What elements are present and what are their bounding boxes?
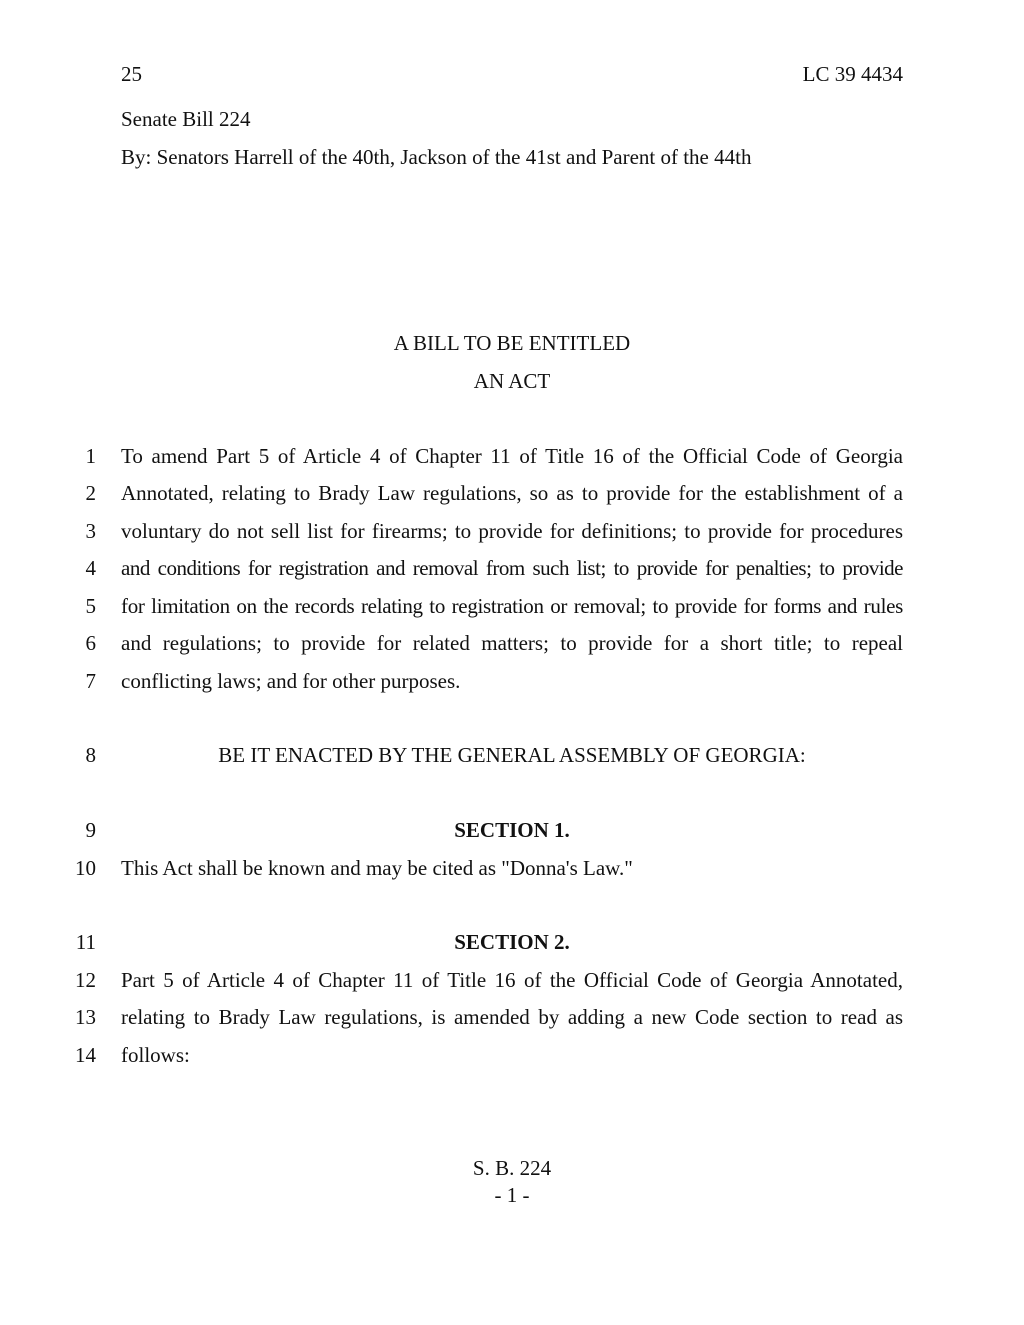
enacting-clause: BE IT ENACTED BY THE GENERAL ASSEMBLY OF GEORGIA: <box>218 743 806 767</box>
line-text: To amend Part 5 of Article 4 of Chapter 11 of Title 16 of the Official Code of Georgia <box>121 444 903 468</box>
line-text: and conditions for registration and removal from such list; to provide for penalties; to provide <box>121 556 903 580</box>
line-number: 4 <box>85 556 96 580</box>
line-number: 1 <box>85 444 96 468</box>
lc-number: LC 39 4434 <box>802 62 903 86</box>
bill-title-heading: A BILL TO BE ENTITLED <box>393 331 631 355</box>
line-text: for limitation on the records relating to registration or removal; to provide for forms and rules <box>121 594 903 618</box>
line-text: follows: <box>121 1043 190 1067</box>
section-heading: SECTION 2. <box>454 930 570 954</box>
line-number: 9 <box>85 818 96 842</box>
section-heading: SECTION 1. <box>454 818 570 842</box>
line-number: 5 <box>85 594 96 618</box>
line-number: 10 <box>75 856 96 880</box>
sponsors-line: By: Senators Harrell of the 40th, Jackson of the 41st and Parent of the 44th <box>121 145 752 169</box>
line-text: conflicting laws; and for other purposes. <box>121 669 461 693</box>
line-text: and regulations; to provide for related matters; to provide for a short title; to repeal <box>121 631 903 655</box>
line-number: 7 <box>85 669 96 693</box>
line-number: 12 <box>75 968 96 992</box>
line-text: voluntary do not sell list for firearms; to provide for definitions; to provide for procedures <box>121 519 903 543</box>
footer-bill-reference: S. B. 224 <box>472 1156 552 1180</box>
line-number: 8 <box>85 743 96 767</box>
bill-number: Senate Bill 224 <box>121 107 251 131</box>
line-number: 3 <box>85 519 96 543</box>
line-text: relating to Brady Law regulations, is amended by adding a new Code section to read as <box>121 1005 903 1029</box>
line-number: 14 <box>75 1043 96 1067</box>
footer-page-number: - 1 - <box>494 1183 530 1207</box>
line-text: Annotated, relating to Brady Law regulations, so as to provide for the establishment of a <box>121 481 903 505</box>
line-number: 11 <box>75 930 96 954</box>
page-number-top: 25 <box>121 62 142 86</box>
line-text: Part 5 of Article 4 of Chapter 11 of Title 16 of the Official Code of Georgia Annotated, <box>121 968 903 992</box>
line-number: 13 <box>75 1005 96 1029</box>
line-number: 6 <box>85 631 96 655</box>
line-number: 2 <box>85 481 96 505</box>
act-heading: AN ACT <box>473 369 551 393</box>
line-text: This Act shall be known and may be cited as "Donna's Law." <box>121 856 633 880</box>
